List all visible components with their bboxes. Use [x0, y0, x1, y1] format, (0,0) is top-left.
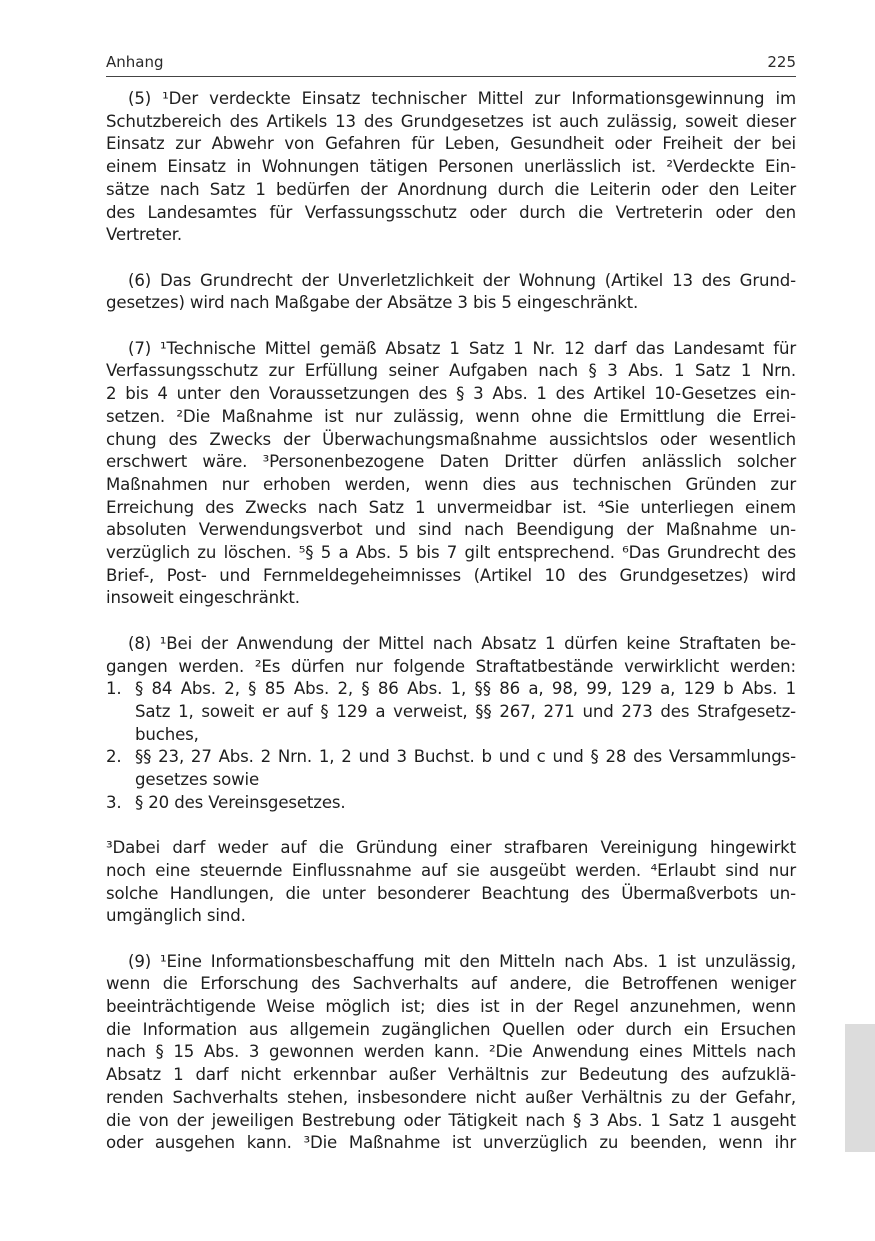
list-number: 2. — [106, 747, 122, 767]
page-body — [106, 88, 796, 1155]
paragraph-5 — [106, 88, 796, 247]
text-line: die Information aus allgemein zugänglichen Quellen oder durch ein Ersuchen — [106, 1019, 796, 1039]
chapter-title: Anhang — [106, 53, 164, 71]
text-line: setzen. ²Die Maßnahme ist nur zulässig, wenn ohne die Ermittlung die Errei- — [106, 406, 796, 426]
text-line: Brief-, Post- und Fernmeldegeheimnisses (Artikel 10 des Grundgesetzes) wird — [106, 565, 796, 585]
text-line: Vertreter. — [106, 225, 183, 245]
text-line: renden Sachverhalts stehen, insbesondere nicht außer Verhältnis zu der Gefahr, — [106, 1087, 796, 1107]
list-number: 3. — [106, 792, 122, 812]
text-line: noch eine steuernde Einflussnahme auf sie ausgeübt werden. ⁴Erlaubt sind nur — [106, 860, 796, 880]
text-line: §§ 23, 27 Abs. 2 Nrn. 1, 2 und 3 Buchst. b und c und § 28 des Versammlungs- — [135, 747, 796, 767]
text-line: § 20 des Vereinsgesetzes. — [135, 792, 346, 812]
paragraph-9 — [106, 951, 796, 1155]
text-line: beeinträchtigende Weise möglich ist; dies ist in der Regel anzunehmen, wenn — [106, 997, 796, 1017]
text-line: insoweit eingeschränkt. — [106, 588, 300, 608]
text-line: Absatz 1 darf nicht erkennbar außer Verhältnis zur Bedeutung des aufzuklä- — [106, 1065, 796, 1085]
text-line: Satz 1, soweit er auf § 129 a verweist, §§ 267, 271 und 273 des Strafgesetz- — [135, 701, 796, 721]
text-line: (5) ¹Der verdeckte Einsatz technischer Mittel zur Informationsgewinnung im — [128, 89, 796, 108]
paragraph-7 — [106, 338, 796, 610]
text-line: buches, — [135, 724, 199, 744]
paragraph-8 — [106, 633, 796, 928]
text-line: wenn die Erforschung des Sachverhalts auf andere, die Betroffenen weniger — [106, 974, 796, 994]
text-line: oder ausgehen kann. ³Die Maßnahme ist unverzüglich zu beenden, wenn ihr — [106, 1133, 796, 1153]
list-item — [106, 792, 796, 815]
text-line: verzüglich zu löschen. ⁵§ 5 a Abs. 5 bis 7 gilt entsprechend. ⁶Das Grundrecht des — [106, 543, 796, 563]
text-line: absoluten Verwendungsverbot und sind nach Beendigung der Maßnahme un- — [106, 520, 796, 540]
text-line: gesetzes sowie — [135, 770, 260, 790]
text-line: (9) ¹Eine Informationsbeschaffung mit den Mitteln nach Abs. 1 ist unzulässig, — [128, 951, 796, 971]
list-item — [106, 678, 796, 746]
text-line: § 84 Abs. 2, § 85 Abs. 2, § 86 Abs. 1, §§ 86 a, 98, 99, 129 a, 129 b Abs. 1 — [135, 679, 796, 699]
list-number: 1. — [106, 679, 122, 699]
text-line: gesetzes) wird nach Maßgabe der Absätze 3 bis 5 eingeschränkt. — [106, 293, 639, 313]
text-line: (6) Das Grundrecht der Unverletzlichkeit der Wohnung (Artikel 13 des Grund- — [128, 270, 796, 290]
text-line: Schutzbereich des Artikels 13 des Grundgesetzes ist auch zulässig, soweit dieser — [106, 111, 796, 131]
text-line: Verfassungsschutz zur Erfüllung seiner Aufgaben nach § 3 Abs. 1 Satz 1 Nrn. — [106, 361, 796, 381]
text-line: umgänglich sind. — [106, 906, 246, 926]
thumb-index-tab — [845, 1024, 875, 1152]
text-line: gangen werden. ²Es dürfen nur folgende Straftatbestände verwirklicht werden: — [106, 656, 796, 676]
text-line: erschwert wäre. ³Personenbezogene Daten Dritter dürfen anlässlich solcher — [106, 452, 796, 472]
list-item — [106, 746, 796, 791]
text-line: ³Dabei darf weder auf die Gründung einer strafbaren Vereinigung hingewirkt — [106, 838, 796, 858]
text-line: sätze nach Satz 1 bedürfen der Anordnung durch die Leiterin oder den Leiter — [106, 179, 796, 199]
text-line: (8) ¹Bei der Anwendung der Mittel nach Absatz 1 dürfen keine Straftaten be- — [128, 633, 796, 653]
text-line: die von der jeweiligen Bestrebung oder Tätigkeit nach § 3 Abs. 1 Satz 1 ausgeht — [106, 1110, 796, 1130]
text-line: chung des Zwecks der Überwachungsmaßnahme aussichtslos oder wesentlich — [106, 429, 796, 449]
text-line: Erreichung des Zwecks nach Satz 1 unvermeidbar ist. ⁴Sie unterliegen einem — [106, 497, 796, 517]
header-divider — [106, 76, 796, 77]
text-line: nach § 15 Abs. 3 gewonnen werden kann. ²Die Anwendung eines Mittels nach — [106, 1042, 796, 1062]
page-number: 225 — [767, 53, 796, 71]
text-line: Maßnahmen nur erhoben werden, wenn dies aus technischen Gründen zur — [106, 474, 796, 494]
text-line: des Landesamtes für Verfassungsschutz oder durch die Vertreterin oder den — [106, 202, 796, 222]
text-line: einem Einsatz in Wohnungen tätigen Personen unerlässlich ist. ²Verdeckte Ein- — [106, 157, 796, 177]
text-line: Einsatz zur Abwehr von Gefahren für Leben, Gesundheit oder Freiheit der bei — [106, 134, 796, 154]
paragraph-6 — [106, 270, 796, 315]
text-line: 2 bis 4 unter den Voraussetzungen des § 3 Abs. 1 des Artikel 10-Gesetzes ein- — [106, 384, 796, 404]
numbered-list — [106, 678, 796, 814]
text-line: solche Handlungen, die unter besonderer Beachtung des Übermaßverbots un- — [106, 883, 796, 903]
text-line: (7) ¹Technische Mittel gemäß Absatz 1 Satz 1 Nr. 12 darf das Landesamt für — [128, 338, 796, 358]
